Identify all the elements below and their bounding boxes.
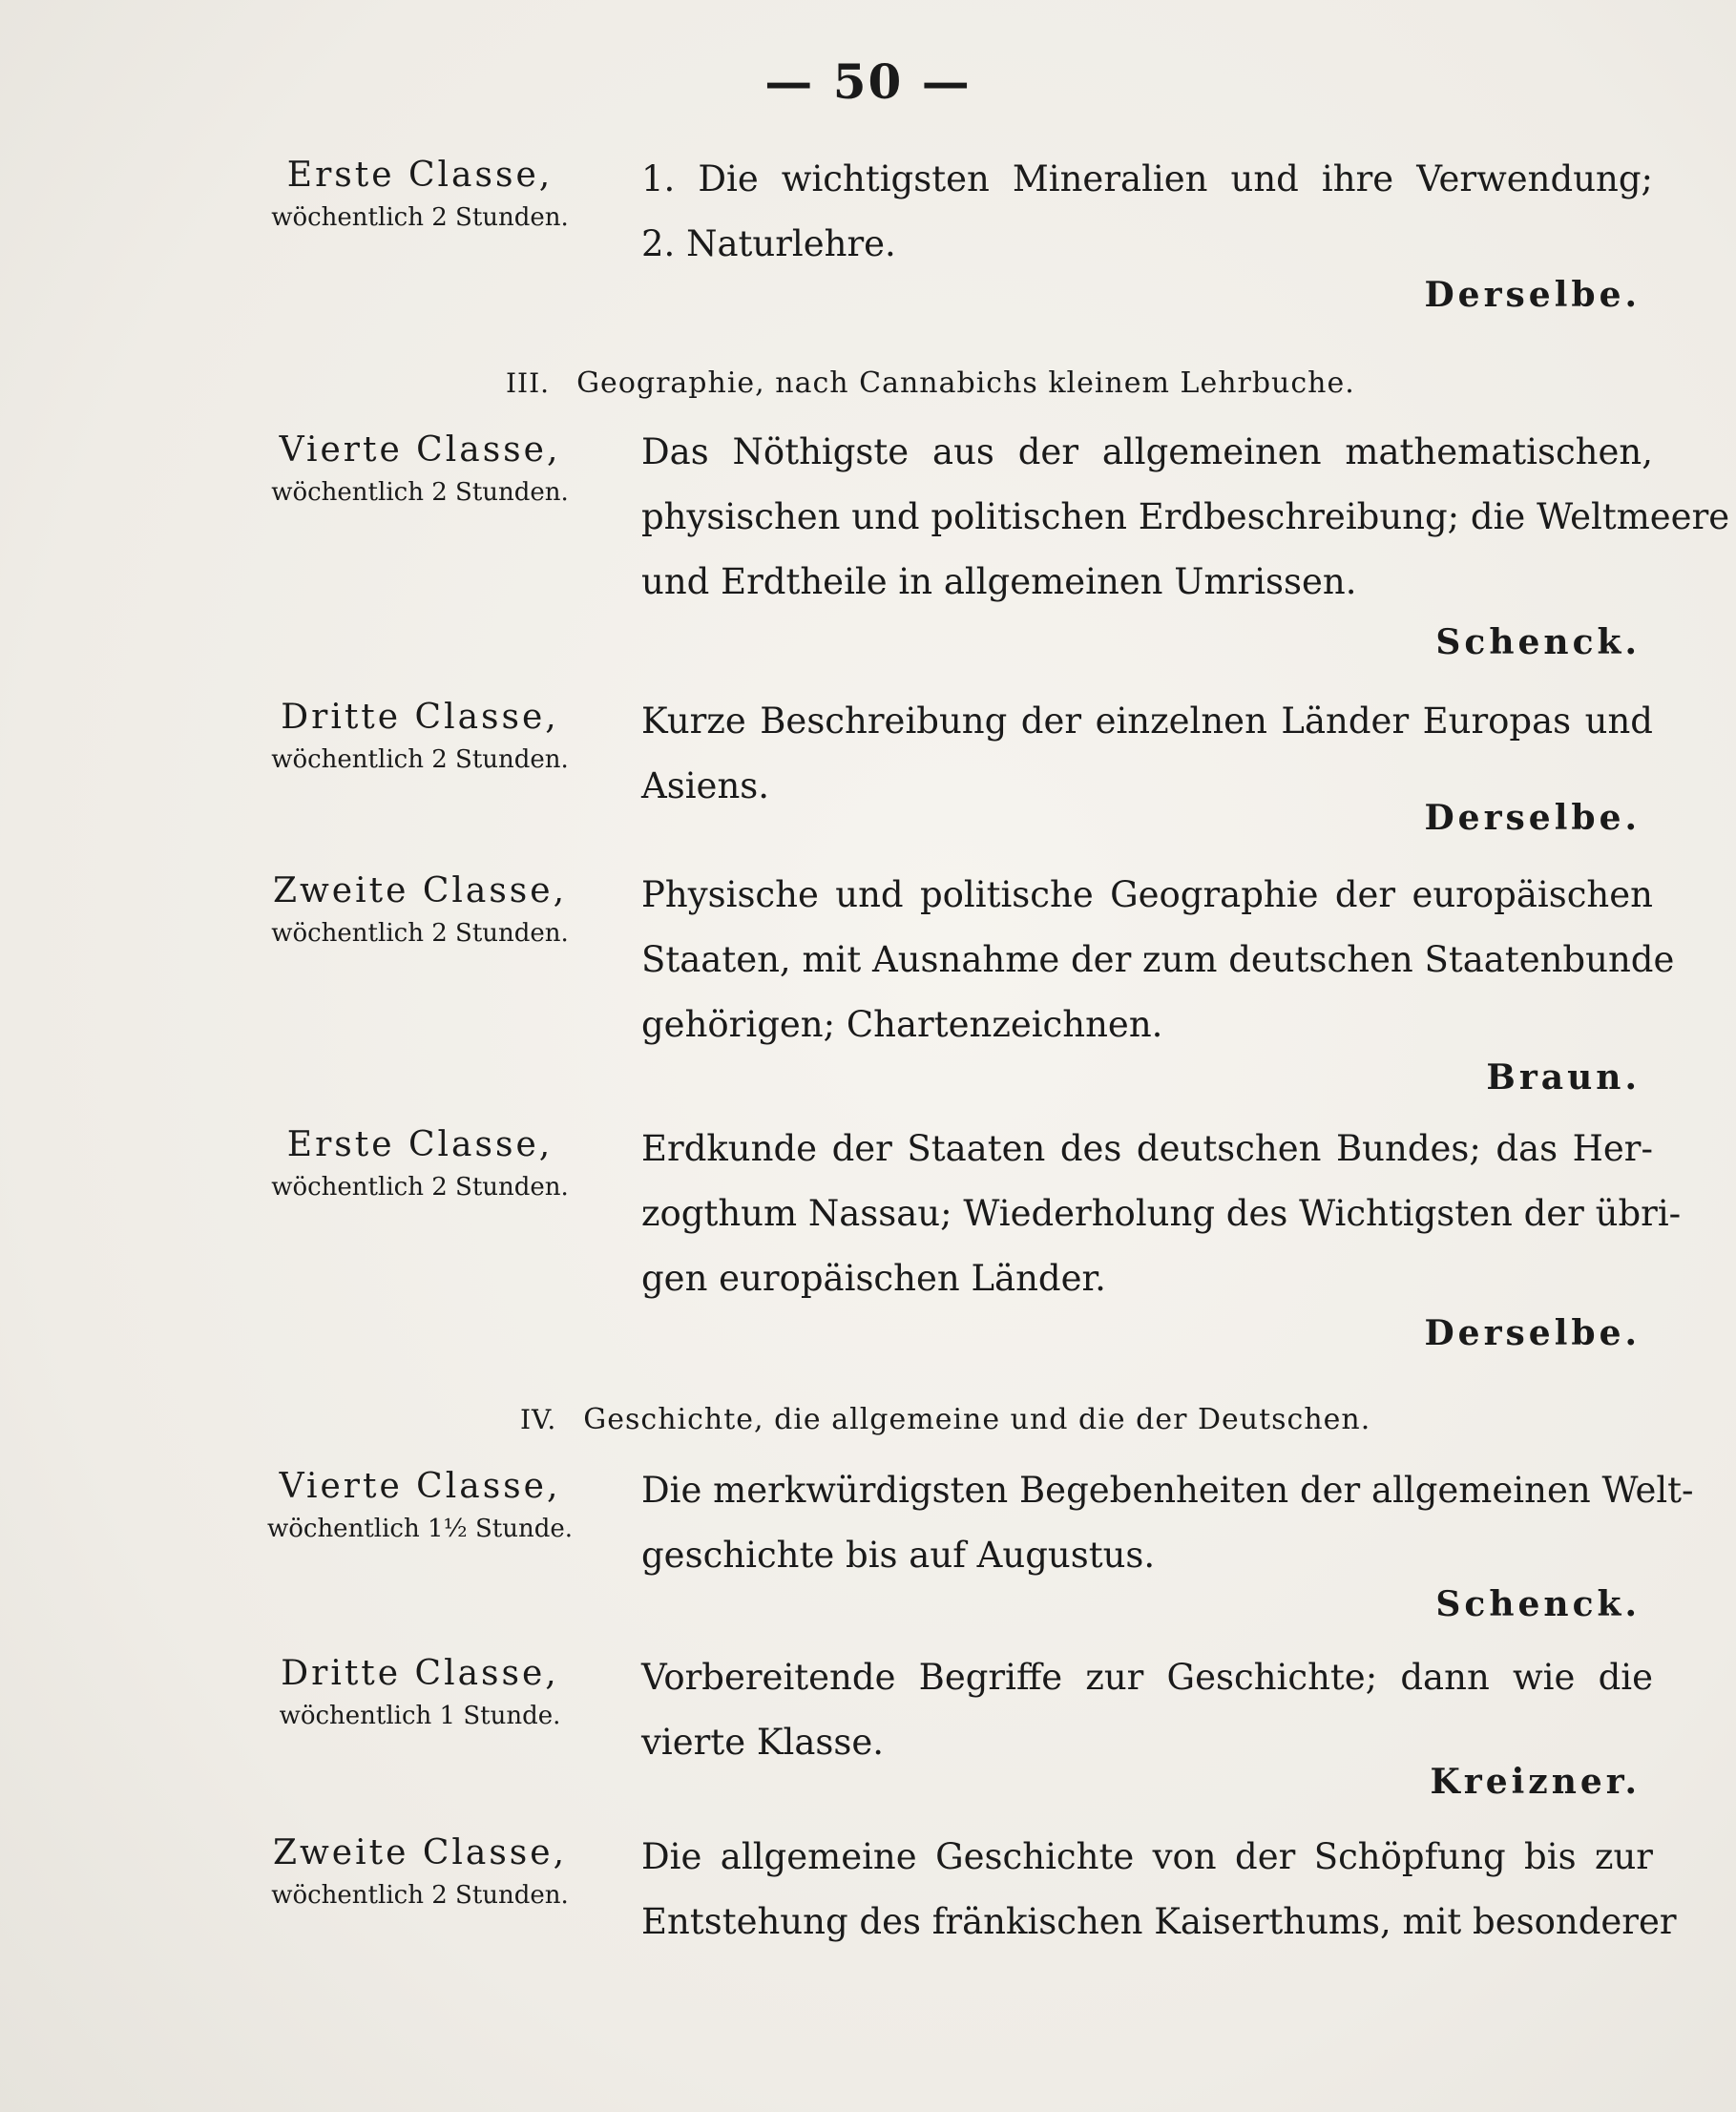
description-line: zogthum Nassau; Wiederholung des Wichtigsten der übri- [641,1193,1682,1234]
entry-label [220,1830,620,1913]
teacher-name: Schenck. [1435,1584,1641,1624]
description-line: Erdkunde der Staaten des deutschen Bundes; das Her- [641,1128,1653,1169]
description-line: Asiens. [641,765,770,806]
description-line: Entstehung des fränkischen Kaiserthums, mit besonderer [641,1901,1677,1942]
description-line: Die merkwürdigsten Begebenheiten der allgemeinen Welt- [641,1470,1694,1511]
entry-description [641,1825,1677,1955]
weekly-hours: wöchentlich 2 Stunden. [271,919,569,948]
entry-description [641,147,1653,277]
entry-description [641,1117,1682,1311]
description-line: gehörigen; Chartenzeichnen. [641,1004,1163,1045]
entry-label [220,153,620,235]
class-name: Dritte Classe, [281,698,559,737]
entry-description [641,420,1730,615]
description-line: und Erdtheile in allgemeinen Umrissen. [641,561,1357,602]
teacher-name: Kreizner. [1430,1762,1641,1802]
entry-description [641,863,1675,1057]
class-name: Vierte Classe, [279,1467,561,1506]
class-name: Vierte Classe, [279,430,561,470]
section-numeral: III. [506,367,551,399]
description-line: gen europäischen Länder. [641,1258,1106,1299]
description-line: Physische und politische Geographie der europäischen [641,874,1653,915]
weekly-hours: wöchentlich 2 Stunden. [271,203,569,232]
class-name: Erste Classe, [286,156,554,195]
description-line: 1. Die wichtigsten Mineralien und ihre Verwendung; [641,158,1653,199]
entry-label [220,695,620,777]
weekly-hours: wöchentlich 2 Stunden. [271,745,569,774]
entry-label [220,428,620,510]
description-line: 2. Naturlehre. [641,223,896,264]
description-line: Die allgemeine Geschichte von der Schöpfung bis zur [641,1836,1653,1877]
weekly-hours: wöchentlich 1½ Stunde. [266,1515,574,1543]
entry-description [641,1645,1653,1775]
description-line: Staaten, mit Ausnahme der zum deutschen Staatenbunde [641,939,1675,980]
section-numeral: IV. [520,1404,557,1435]
description-line: Kurze Beschreibung der einzelnen Länder Europas und [641,701,1653,742]
teacher-name: Schenck. [1435,622,1641,662]
entry-description [641,1458,1694,1588]
entry-label [220,868,620,951]
section-title: Geschichte, die allgemeine und die der Deutschen. [583,1403,1371,1436]
class-name: Dritte Classe, [281,1654,559,1693]
teacher-name: Derselbe. [1424,1313,1641,1353]
section-heading-geschichte [520,1403,1370,1436]
class-name: Erste Classe, [286,1125,554,1164]
section-heading-geographie [506,366,1355,400]
entry-label [220,1651,620,1733]
class-name: Zweite Classe, [272,1833,568,1872]
description-line: Vorbereitende Begriffe zur Geschichte; dann wie die [641,1657,1653,1698]
description-line: physischen und politischen Erdbeschreibung; die Weltmeere [641,496,1730,537]
teacher-name: Derselbe. [1424,798,1641,838]
weekly-hours: wöchentlich 1 Stunde. [279,1702,561,1730]
weekly-hours: wöchentlich 2 Stunden. [271,1173,569,1202]
entry-label [220,1122,620,1204]
teacher-name: Derselbe. [1424,275,1641,315]
weekly-hours: wöchentlich 2 Stunden. [271,1881,569,1910]
entry-label [220,1464,620,1546]
description-line: Das Nöthigste aus der allgemeinen mathematischen, [641,431,1653,472]
section-title: Geographie, nach Cannabichs kleinem Lehrbuche. [576,366,1355,400]
weekly-hours: wöchentlich 2 Stunden. [271,478,569,507]
description-line: geschichte bis auf Augustus. [641,1535,1156,1576]
description-line: vierte Klasse. [641,1722,885,1763]
page-number: — 50 — [764,53,972,110]
class-name: Zweite Classe, [272,871,568,910]
teacher-name: Braun. [1486,1057,1641,1098]
